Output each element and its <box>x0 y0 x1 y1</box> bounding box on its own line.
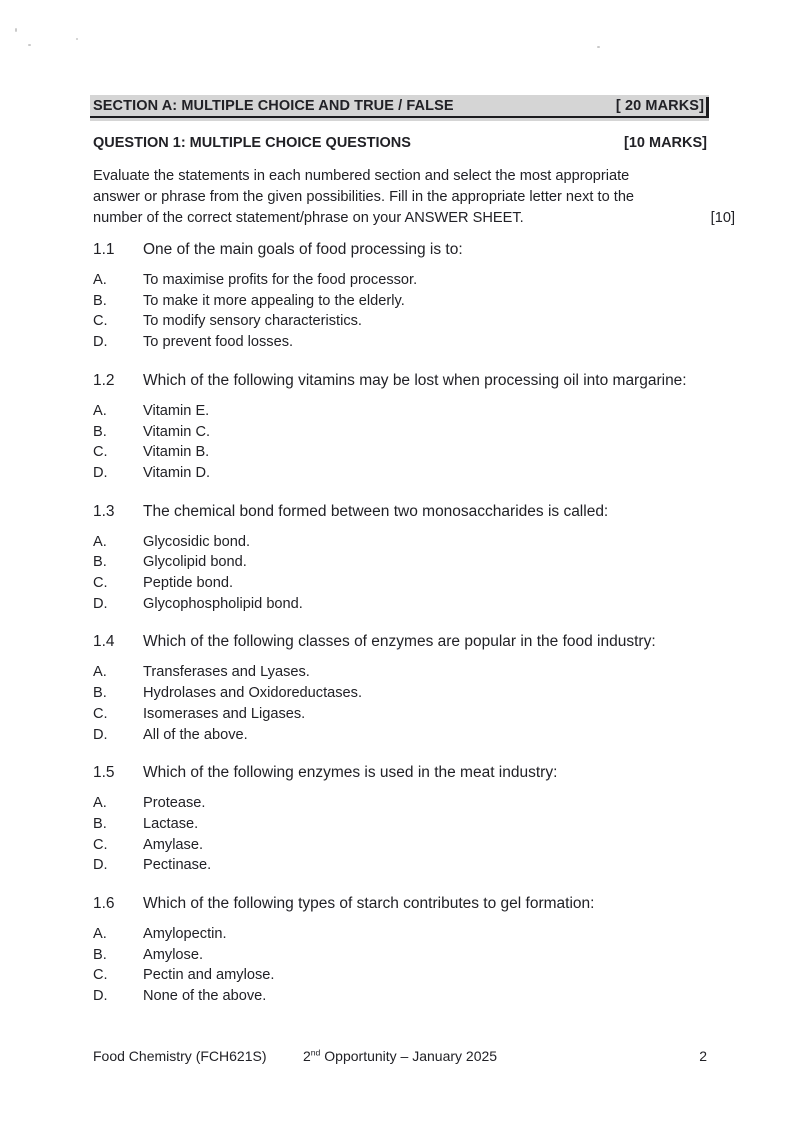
option-letter: B. <box>93 554 107 571</box>
option-text: To modify sensory characteristics. <box>143 313 362 330</box>
option-text: Glycophospholipid bond. <box>143 595 303 612</box>
question-heading <box>93 501 707 523</box>
option-text: To prevent food losses. <box>143 334 294 351</box>
option-row <box>93 965 707 986</box>
option-letter: B. <box>93 946 107 963</box>
option-letter: A. <box>93 664 107 681</box>
option-row <box>93 532 707 553</box>
question-block-1-6 <box>93 893 707 1007</box>
option-text: Protease. <box>143 795 206 812</box>
footer-exam-session <box>303 1048 497 1064</box>
option-letter: D. <box>93 726 108 743</box>
option-letter: B. <box>93 423 107 440</box>
option-row <box>93 793 707 814</box>
option-letter: B. <box>93 685 107 702</box>
question-text: The chemical bond formed between two monosaccharides is called: <box>143 502 609 520</box>
option-text: Vitamin C. <box>143 423 211 440</box>
footer-course-code: Food Chemistry (FCH621S) <box>93 1048 267 1064</box>
option-row <box>93 463 707 484</box>
question-block-1-4 <box>93 631 707 745</box>
option-letter: D. <box>93 595 108 612</box>
question-list <box>93 239 707 1007</box>
option-text: Amylase. <box>143 836 204 853</box>
option-row <box>93 986 707 1007</box>
section-a-marks: [ 20 MARKS] <box>615 98 704 114</box>
scan-artifact <box>28 44 31 46</box>
option-row <box>93 945 707 966</box>
option-text: Vitamin B. <box>143 444 210 461</box>
question-number: 1.2 <box>93 371 115 389</box>
option-letter: B. <box>93 292 107 309</box>
option-text: Transferases and Lyases. <box>143 664 310 681</box>
question-heading <box>93 370 707 392</box>
footer-session-rest: Opportunity – January 2025 <box>320 1048 498 1064</box>
question-number: 1.1 <box>93 241 115 258</box>
section-a-header-bar <box>90 95 709 121</box>
question-text: Which of the following enzymes is used in the meat industry: <box>143 764 558 782</box>
option-text: Amylose. <box>143 946 204 963</box>
question-number: 1.5 <box>93 764 115 782</box>
option-text: Pectinase. <box>143 857 212 874</box>
question-number: 1.3 <box>93 502 115 520</box>
option-text: Vitamin E. <box>143 402 210 419</box>
question-text: Which of the following vitamins may be lost when processing oil into margarine: <box>143 371 687 389</box>
option-row <box>93 422 707 443</box>
question-text: Which of the following types of starch contributes to gel formation: <box>143 895 595 913</box>
option-letter: C. <box>93 313 108 330</box>
scan-artifact <box>15 28 17 32</box>
page-footer <box>93 1048 707 1064</box>
option-row <box>93 683 707 704</box>
section-a-title: SECTION A: MULTIPLE CHOICE AND TRUE / FALSE <box>93 98 454 114</box>
option-letter: C. <box>93 444 108 461</box>
option-letter: A. <box>93 272 107 288</box>
options-list <box>93 532 707 615</box>
option-letter: C. <box>93 967 108 984</box>
option-letter: C. <box>93 705 108 722</box>
option-row <box>93 401 707 422</box>
instructions-paragraph <box>93 166 735 229</box>
question-1-marks: [10 MARKS] <box>624 135 707 151</box>
option-row <box>93 594 707 615</box>
option-letter: B. <box>93 815 107 832</box>
option-row <box>93 814 707 835</box>
option-row <box>93 855 707 876</box>
options-list <box>93 662 707 745</box>
section-a-header-row <box>90 97 709 118</box>
options-list <box>93 270 707 353</box>
option-text: Pectin and amylose. <box>143 967 275 984</box>
option-letter: A. <box>93 533 107 550</box>
option-text: Lactase. <box>143 815 199 832</box>
option-letter: A. <box>93 402 107 419</box>
option-text: None of the above. <box>143 988 267 1005</box>
question-heading <box>93 762 707 784</box>
question-1-header <box>93 135 707 151</box>
question-number: 1.4 <box>93 633 115 651</box>
option-text: To make it more appealing to the elderly. <box>143 292 405 309</box>
question-block-1-2 <box>93 370 707 484</box>
option-row <box>93 270 707 291</box>
question-block-1-5 <box>93 762 707 876</box>
option-text: Hydrolases and Oxidoreductases. <box>143 685 363 702</box>
option-letter: D. <box>93 988 108 1005</box>
option-row <box>93 704 707 725</box>
option-row <box>93 835 707 856</box>
options-list <box>93 924 707 1007</box>
option-text: Vitamin D. <box>143 464 211 481</box>
option-row <box>93 552 707 573</box>
option-row <box>93 924 707 945</box>
question-number: 1.6 <box>93 895 115 913</box>
question-text: One of the main goals of food processing is to: <box>143 241 463 258</box>
option-text: All of the above. <box>143 726 248 743</box>
option-row <box>93 291 707 312</box>
option-row <box>93 442 707 463</box>
option-letter: A. <box>93 926 107 943</box>
question-block-1-3 <box>93 501 707 615</box>
question-heading <box>93 893 707 915</box>
question-block-1-1 <box>93 239 707 353</box>
option-text: Glycosidic bond. <box>143 533 251 550</box>
instructions-text: Evaluate the statements in each numbered section and select the most appropriate answer or phrase from the given possibilities. Fill in the appropriate letter next to the number of the correct statement/phrase on your ANSWER SHEET. <box>93 168 635 226</box>
option-row <box>93 725 707 746</box>
footer-session-ordinal: nd <box>310 1047 321 1058</box>
footer-session-number: 2 <box>302 1048 311 1064</box>
option-letter: D. <box>93 334 108 351</box>
page-number: 2 <box>699 1048 707 1064</box>
option-text: To maximise profits for the food processor. <box>143 272 418 288</box>
option-letter: D. <box>93 464 108 481</box>
option-text: Peptide bond. <box>143 575 234 592</box>
option-letter: C. <box>93 575 108 592</box>
option-letter: D. <box>93 857 108 874</box>
scan-artifact <box>597 46 600 48</box>
option-letter: C. <box>93 836 108 853</box>
page-content <box>93 95 735 1024</box>
scan-artifact <box>76 38 78 40</box>
question-text: Which of the following classes of enzymes are popular in the food industry: <box>143 633 656 651</box>
question-1-title: QUESTION 1: MULTIPLE CHOICE QUESTIONS <box>93 135 411 151</box>
option-row <box>93 311 707 332</box>
option-text: Isomerases and Ligases. <box>143 705 306 722</box>
instructions-marks: [10] <box>710 210 735 226</box>
option-text: Glycolipid bond. <box>143 554 247 571</box>
options-list <box>93 401 707 484</box>
question-heading <box>93 631 707 653</box>
options-list <box>93 793 707 876</box>
option-letter: A. <box>93 795 107 812</box>
option-row <box>93 332 707 353</box>
option-row <box>93 573 707 594</box>
option-text: Amylopectin. <box>143 926 227 943</box>
question-heading <box>93 239 707 261</box>
option-row <box>93 662 707 683</box>
